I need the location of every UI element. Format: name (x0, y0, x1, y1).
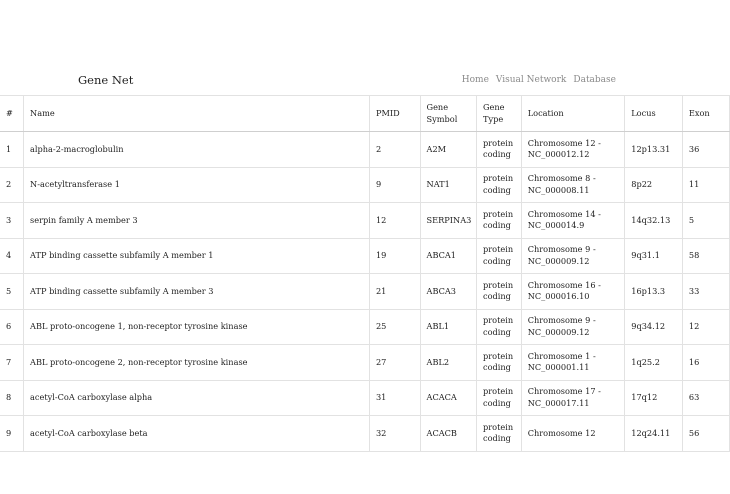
table-cell: ATP binding cassette subfamily A member 3 (24, 274, 370, 310)
table-cell: ABL proto-oncogene 2, non-receptor tyrosine kinase (24, 345, 370, 381)
table-cell: acetyl-CoA carboxylase beta (24, 416, 370, 452)
table-cell: 3 (0, 203, 24, 239)
table-cell: 5 (0, 274, 24, 310)
table-row[interactable] (0, 132, 730, 168)
table-cell: protein coding (477, 345, 522, 381)
table-row[interactable] (0, 380, 730, 416)
table-cell: 7 (0, 345, 24, 381)
table-cell: Chromosome 9 - NC_000009.12 (521, 309, 625, 345)
table-row[interactable] (0, 238, 730, 274)
table-cell: 5 (682, 203, 729, 239)
table-cell: Chromosome 1 - NC_000001.11 (521, 345, 625, 381)
table-cell: 1q25.2 (625, 345, 683, 381)
table-cell: ATP binding cassette subfamily A member 1 (24, 238, 370, 274)
nav-link-home[interactable]: Home (461, 75, 489, 85)
table-cell: 16 (682, 345, 729, 381)
table-cell: ACACA (420, 380, 476, 416)
table-cell: protein coding (477, 416, 522, 452)
table-cell: protein coding (477, 238, 522, 274)
brand-title[interactable]: Gene Net (78, 73, 134, 87)
table-cell: 4 (0, 238, 24, 274)
table-cell: 8 (0, 380, 24, 416)
table-cell: 25 (369, 309, 420, 345)
table-cell: SERPINA3 (420, 203, 476, 239)
table-cell: 1 (0, 132, 24, 168)
nav-link-visual-network[interactable]: Visual Network (495, 75, 567, 85)
gene-table-container[interactable] (0, 95, 710, 444)
table-row[interactable] (0, 203, 730, 239)
table-row[interactable] (0, 274, 730, 310)
column-header[interactable]: # (0, 96, 24, 132)
table-cell: 8p22 (625, 167, 683, 203)
table-cell: 11 (682, 167, 729, 203)
table-cell: ABL proto-oncogene 1, non-receptor tyrosine kinase (24, 309, 370, 345)
table-cell: Chromosome 14 - NC_000014.9 (521, 203, 625, 239)
table-cell: Chromosome 8 - NC_000008.11 (521, 167, 625, 203)
table-row[interactable] (0, 309, 730, 345)
table-cell: 2 (0, 167, 24, 203)
table-cell: 56 (682, 416, 729, 452)
table-cell: 36 (682, 132, 729, 168)
gene-table (0, 95, 730, 452)
table-cell: 9q34.12 (625, 309, 683, 345)
table-cell: 9 (0, 416, 24, 452)
table-cell: 12 (369, 203, 420, 239)
table-cell: 19 (369, 238, 420, 274)
table-cell: 2 (369, 132, 420, 168)
table-cell: 58 (682, 238, 729, 274)
table-cell: Chromosome 9 - NC_000009.12 (521, 238, 625, 274)
column-header[interactable]: Gene Type (477, 96, 522, 132)
table-cell: 63 (682, 380, 729, 416)
table-cell: NAT1 (420, 167, 476, 203)
table-cell: ABCA3 (420, 274, 476, 310)
table-cell: A2M (420, 132, 476, 168)
table-cell: acetyl-CoA carboxylase alpha (24, 380, 370, 416)
table-cell: serpin family A member 3 (24, 203, 370, 239)
table-cell: 16p13.3 (625, 274, 683, 310)
column-header[interactable]: Exon (682, 96, 729, 132)
column-header[interactable]: Locus (625, 96, 683, 132)
table-cell: Chromosome 12 - NC_000012.12 (521, 132, 625, 168)
column-header[interactable]: Location (521, 96, 625, 132)
table-cell: protein coding (477, 380, 522, 416)
table-cell: ACACB (420, 416, 476, 452)
table-cell: 31 (369, 380, 420, 416)
table-cell: 32 (369, 416, 420, 452)
table-cell: ABL2 (420, 345, 476, 381)
column-header[interactable]: PMID (369, 96, 420, 132)
table-cell: 6 (0, 309, 24, 345)
navbar (0, 70, 695, 92)
column-header[interactable]: Name (24, 96, 370, 132)
table-cell: 9 (369, 167, 420, 203)
table-cell: 12 (682, 309, 729, 345)
nav-links (462, 75, 616, 85)
table-cell: protein coding (477, 203, 522, 239)
table-cell: 12p13.31 (625, 132, 683, 168)
table-body (0, 132, 730, 452)
table-header-row (0, 96, 730, 132)
table-cell: 27 (369, 345, 420, 381)
table-cell: 33 (682, 274, 729, 310)
table-cell: ABCA1 (420, 238, 476, 274)
table-cell: protein coding (477, 132, 522, 168)
table-cell: 12q24.11 (625, 416, 683, 452)
table-cell: N-acetyltransferase 1 (24, 167, 370, 203)
nav-link-database[interactable]: Database (573, 75, 616, 85)
table-row[interactable] (0, 167, 730, 203)
table-cell: Chromosome 16 - NC_000016.10 (521, 274, 625, 310)
table-row[interactable] (0, 416, 730, 452)
table-cell: 21 (369, 274, 420, 310)
table-cell: protein coding (477, 274, 522, 310)
table-cell: 17q12 (625, 380, 683, 416)
table-cell: protein coding (477, 167, 522, 203)
table-cell: protein coding (477, 309, 522, 345)
table-cell: Chromosome 12 (521, 416, 625, 452)
table-cell: alpha-2-macroglobulin (24, 132, 370, 168)
table-row[interactable] (0, 345, 730, 381)
table-cell: Chromosome 17 - NC_000017.11 (521, 380, 625, 416)
table-cell: 14q32.13 (625, 203, 683, 239)
column-header[interactable]: Gene Symbol (420, 96, 476, 132)
table-cell: 9q31.1 (625, 238, 683, 274)
table-cell: ABL1 (420, 309, 476, 345)
